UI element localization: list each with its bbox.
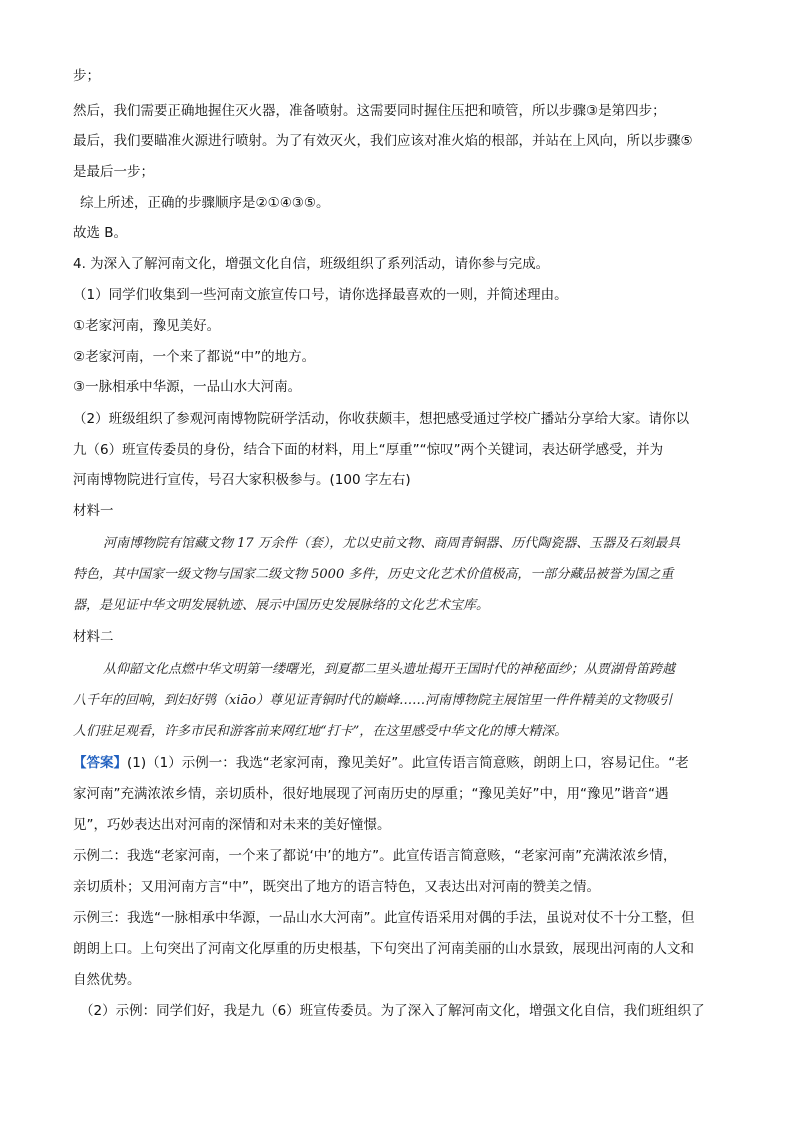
answer-line — [73, 753, 723, 773]
question-4-stem: 4. 为深入了解河南文化，增强文化自信，班级组织了系列活动，请你参与完成。 — [73, 256, 550, 272]
text-line: 最后，我们要瞄准火源进行喷射。为了有效灭火，我们应该对准火焰的根部，并站在上风向，所以步骤⑤ — [73, 133, 693, 149]
text-line: 九（6）班宣传委员的身份，结合下面的材料，用上“厚重”“惊叹”两个关键词，表达研学感受，并为 — [73, 442, 664, 458]
material-2-text: 八千年的回响，到妇好鸮（xiāo）尊见证青铜时代的巅峰……河南博物院主展馆里一件件精美的文物吸引 — [73, 693, 673, 708]
answer-text: 示例二：我选“老家河南，一个来了都说‘中’的地方”。此宣传语言简意赅，“老家河南”充满浓浓乡情， — [73, 848, 677, 864]
slogan-option-1: ①老家河南，豫见美好。 — [73, 318, 221, 334]
sub-question-1: （1）同学们收集到一些河南文旅宣传口号，请你选择最喜欢的一则，并简述理由。 — [73, 287, 568, 303]
slogan-option-3: ③一脉相承中华源，一品山水大河南。 — [73, 379, 302, 395]
material-1-text: 河南博物院有馆藏文物 17 万余件（套），尤以史前文物、商周青铜器、历代陶瓷器、玉器及石刻最具 — [103, 536, 681, 551]
text-line: 然后，我们需要正确地握住灭火器，准备喷射。这需要同时握住压把和喷管，所以步骤③是第四步； — [73, 103, 666, 119]
material-1-text: 特色，其中国家一级文物与国家二级文物 5000 多件，历史文化艺术价值极高，一部分藏品被誉为国之重 — [73, 567, 674, 582]
text-line: 是最后一步； — [73, 164, 154, 180]
slogan-option-2: ②老家河南，一个来了都说“中”的地方。 — [73, 349, 316, 365]
material-2-text: 从仰韶文化点燃中华文明第一缕曙光，到夏都二里头遗址揭开王国时代的神秘面纱；从贾湖骨笛跨越 — [103, 662, 676, 677]
material-2-text: 人们驻足观看，许多市民和游客前来网红地“打卡”，在这里感受中华文化的博大精深。 — [73, 724, 568, 739]
answer-text: 见”，巧妙表达出对河南的深情和对未来的美好憧憬。 — [73, 817, 391, 833]
text-line: 综上所述，正确的步骤顺序是②①④③⑤。 — [80, 195, 330, 211]
answer-text: 家河南”充满浓浓乡情，亲切质朴，很好地展现了河南历史的厚重；“豫见美好”中，用“豫见”谐音“遇 — [73, 786, 669, 802]
text-line: 步； — [73, 68, 100, 84]
answer-tag: 【答案】 — [73, 755, 127, 771]
material-1-heading: 材料一 — [73, 503, 114, 519]
text-line: 故选 B。 — [73, 225, 128, 241]
text-line: 河南博物院进行宣传，号召大家积极参与。(100 字左右) — [73, 472, 411, 488]
material-2-heading: 材料二 — [73, 629, 114, 645]
answer-text: （2）示例：同学们好，我是九（6）班宣传委员。为了深入了解河南文化，增强文化自信，我们班组织了 — [80, 1003, 705, 1019]
answer-text: 朗朗上口。上句突出了河南文化厚重的历史根基，下句突出了河南美丽的山水景致，展现出河南的人文和 — [73, 941, 694, 957]
answer-text: 示例三：我选“一脉相承中华源，一品山水大河南”。此宣传语采用对偶的手法，虽说对仗不十分工整，但 — [73, 910, 695, 926]
material-1-text: 器，是见证中华文明发展轨迹、展示中国历史发展脉络的文化艺术宝库。 — [73, 598, 490, 613]
answer-text: 亲切质朴；又用河南方言“中”，既突出了地方的语言特色，又表达出对河南的赞美之情。 — [73, 879, 600, 895]
answer-text: (1)（1）示例一：我选“老家河南，豫见美好”。此宣传语言简意赅，朗朗上口，容易记住。“老 — [127, 755, 689, 771]
sub-question-2: （2）班级组织了参观河南博物院研学活动，你收获颇丰，想把感受通过学校广播站分享给大家。请你以 — [73, 411, 690, 427]
answer-text: 自然优势。 — [73, 972, 141, 988]
